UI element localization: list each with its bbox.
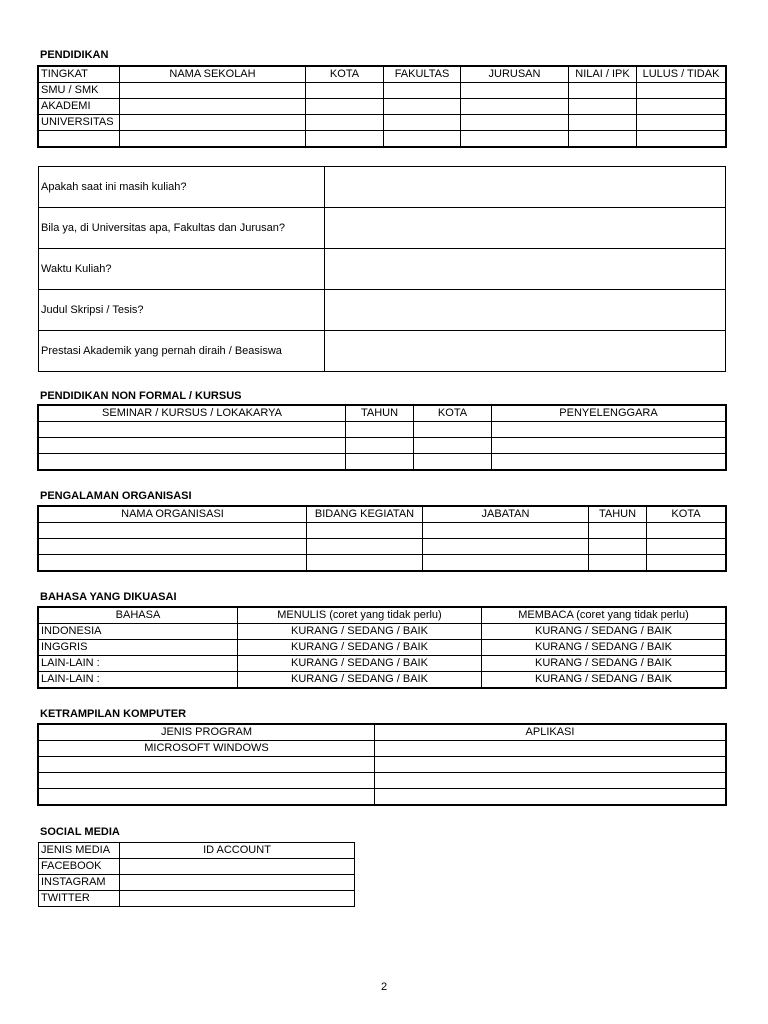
input-cell[interactable]: [492, 438, 726, 454]
input-cell[interactable]: [375, 773, 726, 789]
input-cell[interactable]: [637, 131, 726, 147]
input-cell[interactable]: [307, 539, 423, 555]
writing-level[interactable]: KURANG / SEDANG / BAIK: [238, 624, 482, 640]
question-row: [39, 167, 726, 208]
input-cell[interactable]: [346, 438, 414, 454]
table-row: [39, 875, 355, 891]
input-cell[interactable]: [346, 454, 414, 470]
answer-cell[interactable]: [325, 167, 726, 208]
col-header: JENIS PROGRAM: [39, 725, 375, 741]
input-cell[interactable]: [39, 789, 375, 805]
input-cell[interactable]: [384, 115, 461, 131]
input-cell[interactable]: [492, 422, 726, 438]
table-header-row: [39, 507, 726, 523]
question-row: [39, 208, 726, 249]
input-cell[interactable]: [461, 115, 569, 131]
input-cell[interactable]: [414, 454, 492, 470]
input-cell[interactable]: [647, 523, 726, 539]
input-cell[interactable]: [569, 115, 637, 131]
table-row: [39, 555, 726, 571]
komputer-table: [38, 724, 726, 805]
input-cell[interactable]: [461, 83, 569, 99]
input-cell[interactable]: [120, 859, 355, 875]
table-row: [39, 83, 726, 99]
input-cell[interactable]: [647, 555, 726, 571]
input-cell[interactable]: [39, 438, 346, 454]
col-header: LULUS / TIDAK: [637, 67, 726, 83]
section-title-pendidikan: PENDIDIKAN: [40, 49, 109, 61]
writing-level[interactable]: KURANG / SEDANG / BAIK: [238, 656, 482, 672]
question-label: Judul Skripsi / Tesis?: [39, 290, 325, 331]
input-cell[interactable]: [414, 438, 492, 454]
language-label: INGGRIS: [39, 640, 238, 656]
organisasi-table: [38, 506, 726, 571]
section-title-komputer: KETRAMPILAN KOMPUTER: [40, 708, 187, 720]
col-header: TAHUN: [589, 507, 647, 523]
reading-level[interactable]: KURANG / SEDANG / BAIK: [482, 640, 726, 656]
answer-cell[interactable]: [325, 249, 726, 290]
input-cell[interactable]: [423, 539, 589, 555]
table-row: [39, 859, 355, 875]
program-label: MICROSOFT WINDOWS: [39, 741, 375, 757]
input-cell[interactable]: [306, 115, 384, 131]
col-header: NAMA ORGANISASI: [39, 507, 307, 523]
input-cell[interactable]: [375, 757, 726, 773]
table-row: [39, 891, 355, 907]
col-header: PENYELENGGARA: [492, 406, 726, 422]
col-header: NAMA SEKOLAH: [120, 67, 306, 83]
input-cell[interactable]: [647, 539, 726, 555]
section-title-bahasa: BAHASA YANG DIKUASAI: [40, 591, 177, 603]
kuliah-table: [38, 166, 726, 372]
input-cell[interactable]: [39, 523, 307, 539]
input-cell[interactable]: [120, 83, 306, 99]
input-cell[interactable]: [569, 131, 637, 147]
input-cell[interactable]: [384, 83, 461, 99]
table-header-row: [39, 67, 726, 83]
table-row: [39, 672, 726, 688]
col-header: ID ACCOUNT: [120, 843, 355, 859]
input-cell[interactable]: [39, 539, 307, 555]
input-cell[interactable]: [120, 891, 355, 907]
input-cell[interactable]: [39, 454, 346, 470]
media-label: INSTAGRAM: [39, 875, 120, 891]
col-header: SEMINAR / KURSUS / LOKAKARYA: [39, 406, 346, 422]
input-cell[interactable]: [39, 773, 375, 789]
input-cell[interactable]: [120, 875, 355, 891]
col-header: APLIKASI: [375, 725, 726, 741]
input-cell[interactable]: [120, 115, 306, 131]
col-header: KOTA: [306, 67, 384, 83]
col-header: MEMBACA (coret yang tidak perlu): [482, 608, 726, 624]
language-label: INDONESIA: [39, 624, 238, 640]
input-cell[interactable]: [306, 83, 384, 99]
col-header: BAHASA: [39, 608, 238, 624]
answer-cell[interactable]: [325, 331, 726, 372]
col-header: TAHUN: [346, 406, 414, 422]
col-header: BIDANG KEGIATAN: [307, 507, 423, 523]
section-title-organisasi: PENGALAMAN ORGANISASI: [40, 490, 192, 502]
media-label: TWITTER: [39, 891, 120, 907]
col-header: JABATAN: [423, 507, 589, 523]
input-cell[interactable]: [569, 83, 637, 99]
table-row: [39, 454, 726, 470]
input-cell[interactable]: [589, 539, 647, 555]
input-cell[interactable]: [120, 131, 306, 147]
row-label: [39, 131, 120, 147]
table-header-row: [39, 725, 726, 741]
question-label: Bila ya, di Universitas apa, Fakultas dan Jurusan?: [39, 208, 325, 249]
input-cell[interactable]: [306, 131, 384, 147]
table-row: [39, 741, 726, 757]
table-row: [39, 640, 726, 656]
input-cell[interactable]: [39, 422, 346, 438]
reading-level[interactable]: KURANG / SEDANG / BAIK: [482, 624, 726, 640]
row-label: AKADEMI: [39, 99, 120, 115]
question-row: [39, 249, 726, 290]
row-label: UNIVERSITAS: [39, 115, 120, 131]
table-row: [39, 523, 726, 539]
question-row: [39, 290, 726, 331]
table-row: [39, 99, 726, 115]
question-label: Waktu Kuliah?: [39, 249, 325, 290]
input-cell[interactable]: [423, 555, 589, 571]
col-header: MENULIS (coret yang tidak perlu): [238, 608, 482, 624]
col-header: JURUSAN: [461, 67, 569, 83]
input-cell[interactable]: [375, 789, 726, 805]
non-formal-table: [38, 405, 726, 470]
table-row: [39, 656, 726, 672]
table-row: [39, 624, 726, 640]
input-cell[interactable]: [637, 115, 726, 131]
section-title-non-formal: PENDIDIKAN NON FORMAL / KURSUS: [40, 390, 242, 402]
reading-level[interactable]: KURANG / SEDANG / BAIK: [482, 672, 726, 688]
table-row: [39, 131, 726, 147]
input-cell[interactable]: [414, 422, 492, 438]
table-row: [39, 115, 726, 131]
page-number: 2: [380, 981, 388, 993]
input-cell[interactable]: [307, 555, 423, 571]
media-label: FACEBOOK: [39, 859, 120, 875]
language-label: LAIN-LAIN :: [39, 672, 238, 688]
input-cell[interactable]: [637, 99, 726, 115]
input-cell[interactable]: [384, 99, 461, 115]
input-cell[interactable]: [637, 83, 726, 99]
table-header-row: [39, 843, 355, 859]
table-row: [39, 789, 726, 805]
table-row: [39, 757, 726, 773]
table-row: [39, 539, 726, 555]
input-cell[interactable]: [39, 757, 375, 773]
col-header: KOTA: [414, 406, 492, 422]
input-cell[interactable]: [346, 422, 414, 438]
social-table: [38, 842, 355, 907]
language-label: LAIN-LAIN :: [39, 656, 238, 672]
answer-cell[interactable]: [325, 208, 726, 249]
input-cell[interactable]: [120, 99, 306, 115]
input-cell[interactable]: [569, 99, 637, 115]
col-header: KOTA: [647, 507, 726, 523]
col-header: JENIS MEDIA: [39, 843, 120, 859]
question-label: Apakah saat ini masih kuliah?: [39, 167, 325, 208]
input-cell[interactable]: [589, 555, 647, 571]
table-row: [39, 422, 726, 438]
question-row: [39, 331, 726, 372]
col-header: NILAI / IPK: [569, 67, 637, 83]
section-title-social: SOCIAL MEDIA: [40, 826, 120, 838]
question-label: Prestasi Akademik yang pernah diraih / Beasiswa: [39, 331, 325, 372]
col-header: TINGKAT: [39, 67, 120, 83]
col-header: FAKULTAS: [384, 67, 461, 83]
reading-level[interactable]: KURANG / SEDANG / BAIK: [482, 656, 726, 672]
table-row: [39, 438, 726, 454]
input-cell[interactable]: [375, 741, 726, 757]
input-cell[interactable]: [306, 99, 384, 115]
table-header-row: [39, 406, 726, 422]
input-cell[interactable]: [39, 555, 307, 571]
table-row: [39, 773, 726, 789]
pendidikan-table: [38, 66, 726, 147]
row-label: SMU / SMK: [39, 83, 120, 99]
input-cell[interactable]: [492, 454, 726, 470]
writing-level[interactable]: KURANG / SEDANG / BAIK: [238, 640, 482, 656]
input-cell[interactable]: [589, 523, 647, 539]
table-header-row: [39, 608, 726, 624]
answer-cell[interactable]: [325, 290, 726, 331]
input-cell[interactable]: [461, 99, 569, 115]
input-cell[interactable]: [423, 523, 589, 539]
writing-level[interactable]: KURANG / SEDANG / BAIK: [238, 672, 482, 688]
input-cell[interactable]: [461, 131, 569, 147]
bahasa-table: [38, 607, 726, 688]
input-cell[interactable]: [307, 523, 423, 539]
input-cell[interactable]: [384, 131, 461, 147]
